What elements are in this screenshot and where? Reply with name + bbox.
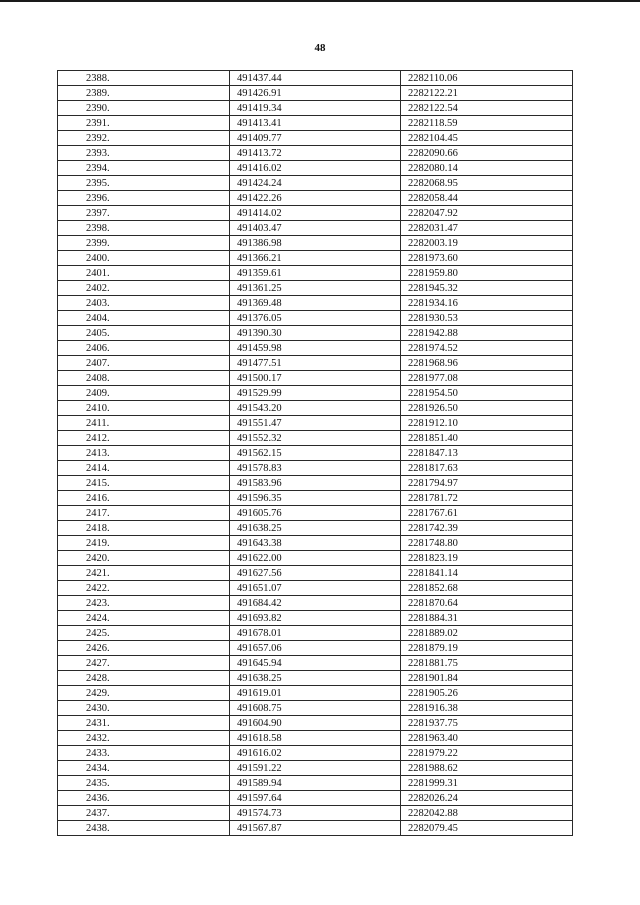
- point-number-cell: 2423.: [58, 596, 230, 611]
- point-number-cell: 2415.: [58, 476, 230, 491]
- point-number-cell: 2388.: [58, 71, 230, 86]
- y-coordinate-cell: 2282003.19: [401, 236, 573, 251]
- x-coordinate-cell: 491627.56: [230, 566, 401, 581]
- y-coordinate-cell: 2281852.68: [401, 581, 573, 596]
- point-number-cell: 2435.: [58, 776, 230, 791]
- y-coordinate-cell: 2281988.62: [401, 761, 573, 776]
- point-number-cell: 2412.: [58, 431, 230, 446]
- x-coordinate-cell: 491616.02: [230, 746, 401, 761]
- x-coordinate-cell: 491578.83: [230, 461, 401, 476]
- x-coordinate-cell: 491597.64: [230, 791, 401, 806]
- table-row: [58, 71, 573, 86]
- y-coordinate-cell: 2282042.88: [401, 806, 573, 821]
- y-coordinate-cell: 2281963.40: [401, 731, 573, 746]
- y-coordinate-cell: 2281889.02: [401, 626, 573, 641]
- y-coordinate-cell: 2281926.50: [401, 401, 573, 416]
- x-coordinate-cell: 491638.25: [230, 521, 401, 536]
- y-coordinate-cell: 2281742.39: [401, 521, 573, 536]
- y-coordinate-cell: 2281823.19: [401, 551, 573, 566]
- point-number-cell: 2429.: [58, 686, 230, 701]
- y-coordinate-cell: 2282068.95: [401, 176, 573, 191]
- table-row: [58, 656, 573, 671]
- x-coordinate-cell: 491608.75: [230, 701, 401, 716]
- y-coordinate-cell: 2281847.13: [401, 446, 573, 461]
- point-number-cell: 2432.: [58, 731, 230, 746]
- y-coordinate-cell: 2281934.16: [401, 296, 573, 311]
- point-number-cell: 2421.: [58, 566, 230, 581]
- point-number-cell: 2408.: [58, 371, 230, 386]
- x-coordinate-cell: 491638.25: [230, 671, 401, 686]
- x-coordinate-cell: 491413.72: [230, 146, 401, 161]
- table-row: [58, 566, 573, 581]
- x-coordinate-cell: 491622.00: [230, 551, 401, 566]
- y-coordinate-cell: 2282122.21: [401, 86, 573, 101]
- point-number-cell: 2425.: [58, 626, 230, 641]
- y-coordinate-cell: 2282080.14: [401, 161, 573, 176]
- table-row: [58, 821, 573, 836]
- y-coordinate-cell: 2281937.75: [401, 716, 573, 731]
- x-coordinate-cell: 491403.47: [230, 221, 401, 236]
- point-number-cell: 2428.: [58, 671, 230, 686]
- point-number-cell: 2391.: [58, 116, 230, 131]
- x-coordinate-cell: 491437.44: [230, 71, 401, 86]
- x-coordinate-cell: 491416.02: [230, 161, 401, 176]
- x-coordinate-cell: 491591.22: [230, 761, 401, 776]
- table-row: [58, 266, 573, 281]
- table-row: [58, 401, 573, 416]
- table-row: [58, 386, 573, 401]
- y-coordinate-cell: 2281767.61: [401, 506, 573, 521]
- table-row: [58, 296, 573, 311]
- coordinates-table: [57, 70, 573, 836]
- x-coordinate-cell: 491551.47: [230, 416, 401, 431]
- y-coordinate-cell: 2281879.19: [401, 641, 573, 656]
- x-coordinate-cell: 491359.61: [230, 266, 401, 281]
- x-coordinate-cell: 491543.20: [230, 401, 401, 416]
- table-row: [58, 341, 573, 356]
- y-coordinate-cell: 2282058.44: [401, 191, 573, 206]
- x-coordinate-cell: 491562.15: [230, 446, 401, 461]
- y-coordinate-cell: 2281870.64: [401, 596, 573, 611]
- table-row: [58, 476, 573, 491]
- y-coordinate-cell: 2281781.72: [401, 491, 573, 506]
- x-coordinate-cell: 491413.41: [230, 116, 401, 131]
- point-number-cell: 2437.: [58, 806, 230, 821]
- point-number-cell: 2434.: [58, 761, 230, 776]
- table-row: [58, 671, 573, 686]
- x-coordinate-cell: 491459.98: [230, 341, 401, 356]
- table-row: [58, 251, 573, 266]
- x-coordinate-cell: 491589.94: [230, 776, 401, 791]
- x-coordinate-cell: 491361.25: [230, 281, 401, 296]
- table-row: [58, 161, 573, 176]
- table-row: [58, 191, 573, 206]
- point-number-cell: 2430.: [58, 701, 230, 716]
- table-row: [58, 176, 573, 191]
- point-number-cell: 2403.: [58, 296, 230, 311]
- table-row: [58, 146, 573, 161]
- y-coordinate-cell: 2281881.75: [401, 656, 573, 671]
- point-number-cell: 2407.: [58, 356, 230, 371]
- y-coordinate-cell: 2281841.14: [401, 566, 573, 581]
- x-coordinate-cell: 491390.30: [230, 326, 401, 341]
- y-coordinate-cell: 2281912.10: [401, 416, 573, 431]
- page-number: 48: [314, 42, 326, 54]
- point-number-cell: 2414.: [58, 461, 230, 476]
- table-row: [58, 356, 573, 371]
- point-number-cell: 2406.: [58, 341, 230, 356]
- table-row: [58, 761, 573, 776]
- x-coordinate-cell: 491552.32: [230, 431, 401, 446]
- table-row: [58, 791, 573, 806]
- x-coordinate-cell: 491567.87: [230, 821, 401, 836]
- table-row: [58, 626, 573, 641]
- table-row: [58, 101, 573, 116]
- point-number-cell: 2438.: [58, 821, 230, 836]
- point-number-cell: 2389.: [58, 86, 230, 101]
- table-row: [58, 281, 573, 296]
- point-number-cell: 2404.: [58, 311, 230, 326]
- x-coordinate-cell: 491409.77: [230, 131, 401, 146]
- x-coordinate-cell: 491477.51: [230, 356, 401, 371]
- x-coordinate-cell: 491596.35: [230, 491, 401, 506]
- y-coordinate-cell: 2281930.53: [401, 311, 573, 326]
- x-coordinate-cell: 491419.34: [230, 101, 401, 116]
- table-row: [58, 551, 573, 566]
- table-row: [58, 716, 573, 731]
- table-row: [58, 746, 573, 761]
- point-number-cell: 2398.: [58, 221, 230, 236]
- table-row: [58, 446, 573, 461]
- y-coordinate-cell: 2282104.45: [401, 131, 573, 146]
- table-row: [58, 701, 573, 716]
- y-coordinate-cell: 2281901.84: [401, 671, 573, 686]
- y-coordinate-cell: 2281974.52: [401, 341, 573, 356]
- point-number-cell: 2393.: [58, 146, 230, 161]
- y-coordinate-cell: 2282079.45: [401, 821, 573, 836]
- point-number-cell: 2399.: [58, 236, 230, 251]
- table-row: [58, 461, 573, 476]
- table-row: [58, 686, 573, 701]
- table-row: [58, 416, 573, 431]
- table-row: [58, 611, 573, 626]
- point-number-cell: 2420.: [58, 551, 230, 566]
- point-number-cell: 2419.: [58, 536, 230, 551]
- point-number-cell: 2411.: [58, 416, 230, 431]
- top-border-rule: [0, 0, 640, 2]
- point-number-cell: 2401.: [58, 266, 230, 281]
- y-coordinate-cell: 2281954.50: [401, 386, 573, 401]
- y-coordinate-cell: 2281959.80: [401, 266, 573, 281]
- point-number-cell: 2390.: [58, 101, 230, 116]
- x-coordinate-cell: 491693.82: [230, 611, 401, 626]
- point-number-cell: 2431.: [58, 716, 230, 731]
- table-row: [58, 236, 573, 251]
- x-coordinate-cell: 491605.76: [230, 506, 401, 521]
- table-row: [58, 491, 573, 506]
- point-number-cell: 2433.: [58, 746, 230, 761]
- table-row: [58, 326, 573, 341]
- y-coordinate-cell: 2282031.47: [401, 221, 573, 236]
- table-row: [58, 641, 573, 656]
- point-number-cell: 2422.: [58, 581, 230, 596]
- x-coordinate-cell: 491643.38: [230, 536, 401, 551]
- y-coordinate-cell: 2282110.06: [401, 71, 573, 86]
- y-coordinate-cell: 2281973.60: [401, 251, 573, 266]
- y-coordinate-cell: 2281916.38: [401, 701, 573, 716]
- y-coordinate-cell: 2281794.97: [401, 476, 573, 491]
- point-number-cell: 2413.: [58, 446, 230, 461]
- point-number-cell: 2426.: [58, 641, 230, 656]
- x-coordinate-cell: 491583.96: [230, 476, 401, 491]
- y-coordinate-cell: 2281817.63: [401, 461, 573, 476]
- table-row: [58, 581, 573, 596]
- table-row: [58, 371, 573, 386]
- y-coordinate-cell: 2282118.59: [401, 116, 573, 131]
- table-row: [58, 536, 573, 551]
- point-number-cell: 2417.: [58, 506, 230, 521]
- x-coordinate-cell: 491376.05: [230, 311, 401, 326]
- table-row: [58, 116, 573, 131]
- table-row: [58, 506, 573, 521]
- y-coordinate-cell: 2281748.80: [401, 536, 573, 551]
- y-coordinate-cell: 2281968.96: [401, 356, 573, 371]
- y-coordinate-cell: 2281979.22: [401, 746, 573, 761]
- y-coordinate-cell: 2281851.40: [401, 431, 573, 446]
- coordinates-table-body: [58, 71, 573, 836]
- point-number-cell: 2409.: [58, 386, 230, 401]
- y-coordinate-cell: 2281977.08: [401, 371, 573, 386]
- point-number-cell: 2392.: [58, 131, 230, 146]
- point-number-cell: 2396.: [58, 191, 230, 206]
- x-coordinate-cell: 491645.94: [230, 656, 401, 671]
- table-row: [58, 806, 573, 821]
- x-coordinate-cell: 491619.01: [230, 686, 401, 701]
- table-row: [58, 596, 573, 611]
- point-number-cell: 2410.: [58, 401, 230, 416]
- point-number-cell: 2424.: [58, 611, 230, 626]
- point-number-cell: 2405.: [58, 326, 230, 341]
- y-coordinate-cell: 2281884.31: [401, 611, 573, 626]
- y-coordinate-cell: 2282090.66: [401, 146, 573, 161]
- table-row: [58, 731, 573, 746]
- table-row: [58, 86, 573, 101]
- point-number-cell: 2416.: [58, 491, 230, 506]
- x-coordinate-cell: 491500.17: [230, 371, 401, 386]
- point-number-cell: 2418.: [58, 521, 230, 536]
- x-coordinate-cell: 491422.26: [230, 191, 401, 206]
- point-number-cell: 2395.: [58, 176, 230, 191]
- table-row: [58, 221, 573, 236]
- table-row: [58, 311, 573, 326]
- table-row: [58, 521, 573, 536]
- x-coordinate-cell: 491426.91: [230, 86, 401, 101]
- table-row: [58, 131, 573, 146]
- point-number-cell: 2436.: [58, 791, 230, 806]
- y-coordinate-cell: 2282122.54: [401, 101, 573, 116]
- point-number-cell: 2427.: [58, 656, 230, 671]
- x-coordinate-cell: 491657.06: [230, 641, 401, 656]
- point-number-cell: 2397.: [58, 206, 230, 221]
- y-coordinate-cell: 2281999.31: [401, 776, 573, 791]
- y-coordinate-cell: 2282026.24: [401, 791, 573, 806]
- x-coordinate-cell: 491574.73: [230, 806, 401, 821]
- y-coordinate-cell: 2282047.92: [401, 206, 573, 221]
- table-row: [58, 206, 573, 221]
- y-coordinate-cell: 2281945.32: [401, 281, 573, 296]
- x-coordinate-cell: 491618.58: [230, 731, 401, 746]
- x-coordinate-cell: 491529.99: [230, 386, 401, 401]
- y-coordinate-cell: 2281905.26: [401, 686, 573, 701]
- x-coordinate-cell: 491386.98: [230, 236, 401, 251]
- point-number-cell: 2394.: [58, 161, 230, 176]
- point-number-cell: 2400.: [58, 251, 230, 266]
- x-coordinate-cell: 491604.90: [230, 716, 401, 731]
- x-coordinate-cell: 491414.02: [230, 206, 401, 221]
- x-coordinate-cell: 491678.01: [230, 626, 401, 641]
- table-row: [58, 776, 573, 791]
- x-coordinate-cell: 491366.21: [230, 251, 401, 266]
- x-coordinate-cell: 491684.42: [230, 596, 401, 611]
- point-number-cell: 2402.: [58, 281, 230, 296]
- table-row: [58, 431, 573, 446]
- x-coordinate-cell: 491369.48: [230, 296, 401, 311]
- x-coordinate-cell: 491424.24: [230, 176, 401, 191]
- y-coordinate-cell: 2281942.88: [401, 326, 573, 341]
- x-coordinate-cell: 491651.07: [230, 581, 401, 596]
